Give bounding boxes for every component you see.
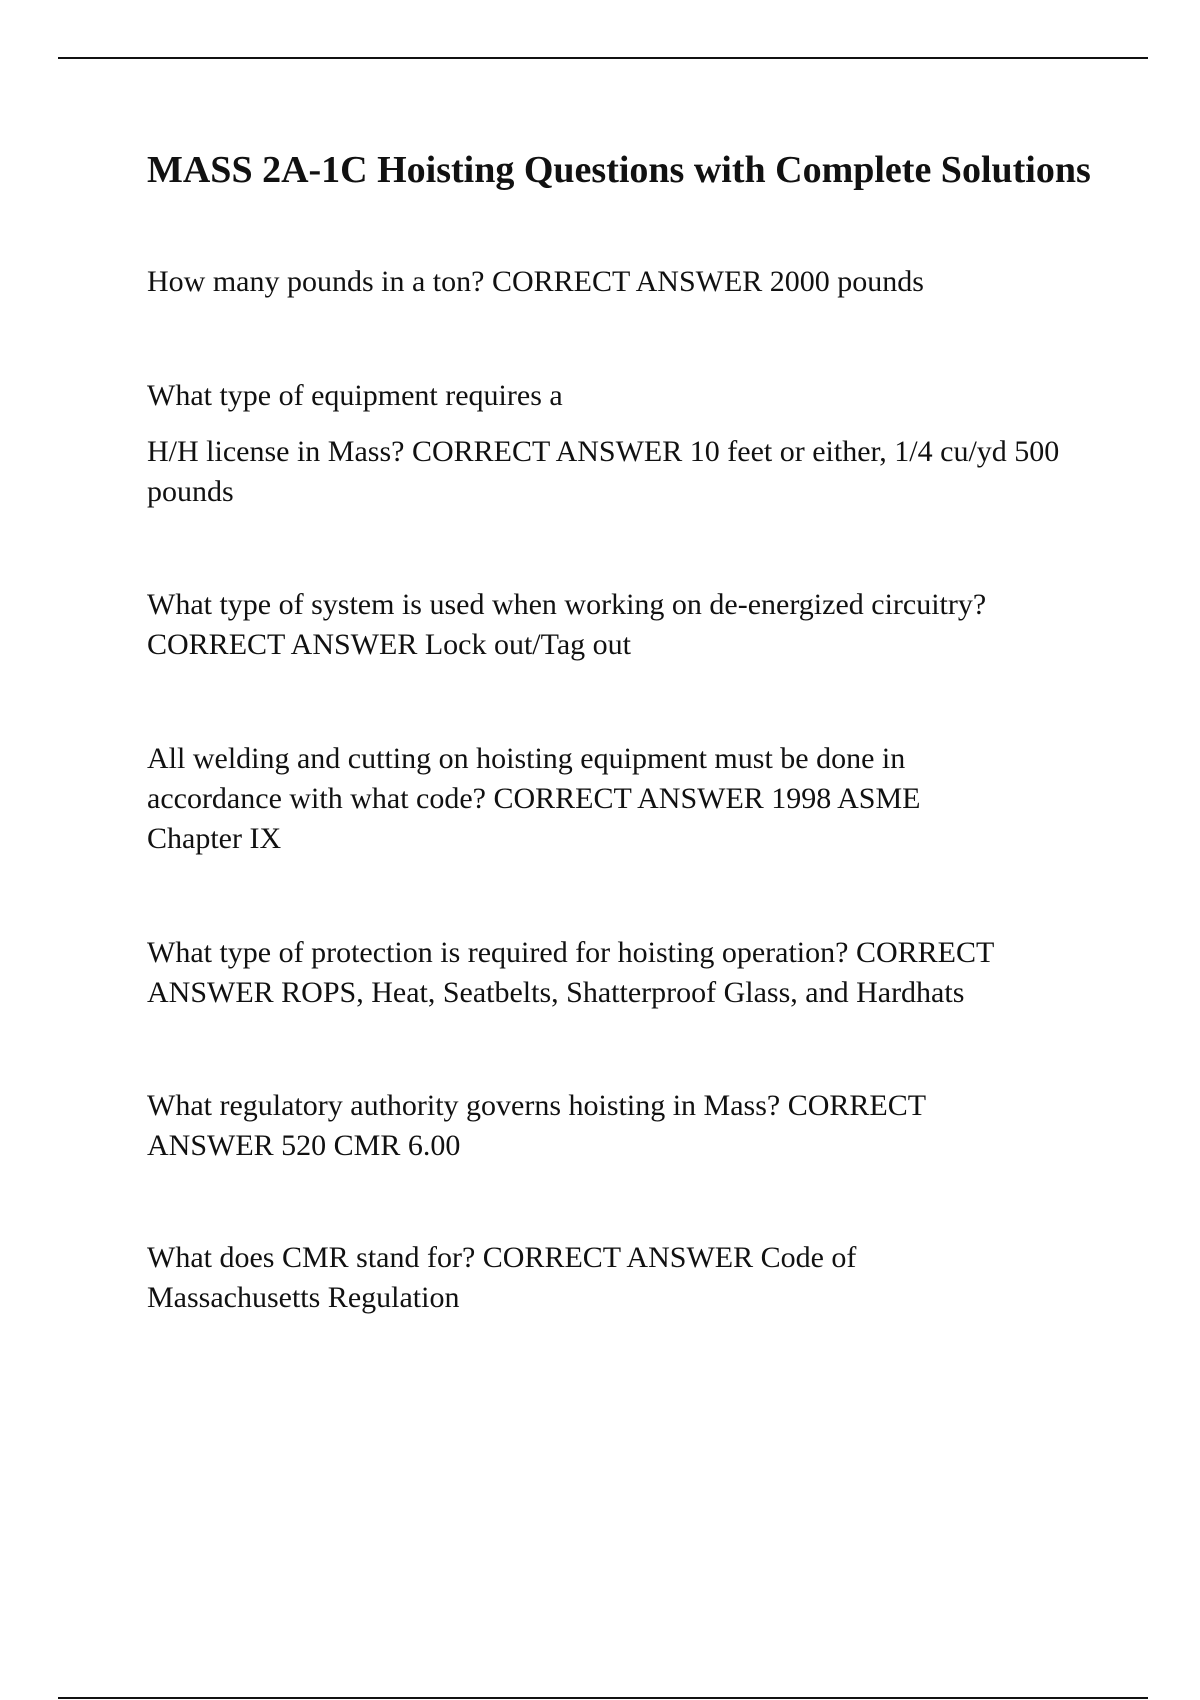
header-rule [58,57,1148,59]
qa-paragraph: What does CMR stand for? CORRECT ANSWER Code of Massachusetts Regulation [147,1241,857,1314]
qa-paragraph: What type of protection is required for hoisting operation? CORRECT ANSWER ROPS, Heat, Seatbelts, Shatterproof Glass, and Hardhats [147,936,994,1009]
qa-paragraph: What type of equipment requires a [147,379,563,412]
qa-paragraph: What type of system is used when working on de-energized circuitry? CORRECT ANSWER Lock out/Tag out [147,588,987,661]
qa-paragraph: H/H license in Mass? CORRECT ANSWER 10 feet or either, 1/4 cu/yd 500 pounds [147,435,1060,508]
qa-paragraph: What regulatory authority governs hoisting in Mass? CORRECT ANSWER 520 CMR 6.00 [147,1089,926,1162]
footer-rule [58,1697,1148,1699]
qa-paragraph: All welding and cutting on hoisting equipment must be done in accordance with what code? CORRECT ANSWER 1998 ASME Chapter IX [147,742,921,855]
qa-paragraph: How many pounds in a ton? CORRECT ANSWER 2000 pounds [147,265,924,298]
document-title: MASS 2A-1C Hoisting Questions with Complete Solutions [147,149,1091,191]
